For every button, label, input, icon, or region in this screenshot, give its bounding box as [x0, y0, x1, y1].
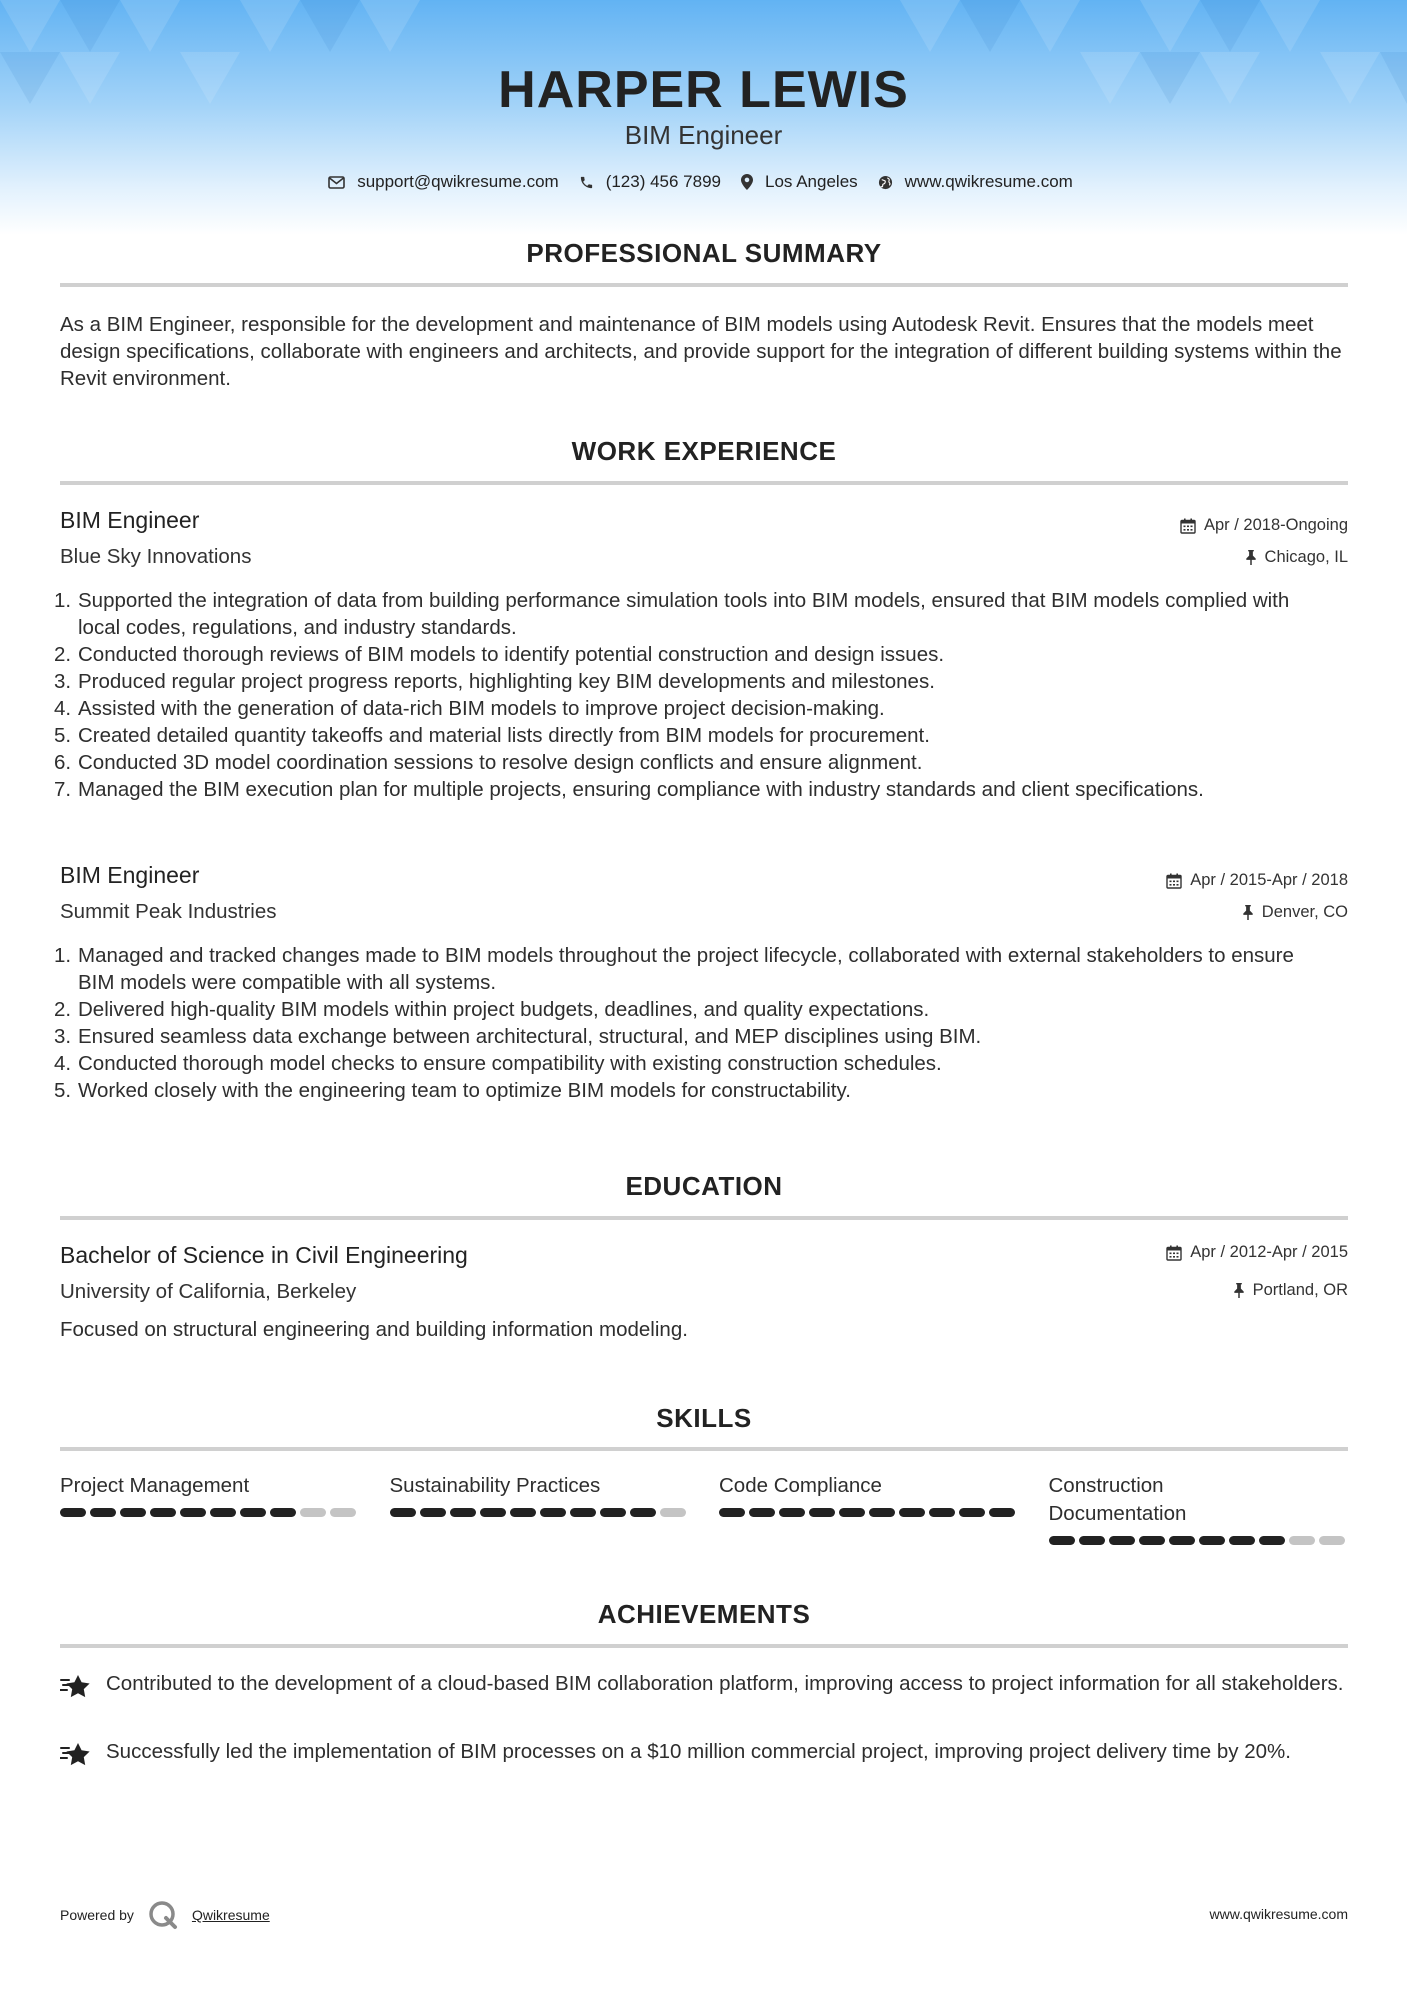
skill-segment-empty [1319, 1536, 1345, 1545]
skill-segment-filled [480, 1508, 506, 1517]
job-title: BIM Engineer [60, 507, 200, 533]
map-pin-icon [741, 174, 753, 190]
contact-bar [0, 172, 1407, 192]
summary-heading: PROFESSIONAL SUMMARY [526, 238, 882, 268]
skill-segment-filled [869, 1508, 895, 1517]
skill-segment-filled [1199, 1536, 1225, 1545]
list-item: Created detailed quantity takeoffs and material lists directly from BIM models for procurement. [78, 724, 930, 747]
list-item: Conducted thorough reviews of BIM models to identify potential construction and design issues. [78, 643, 945, 666]
list-item: Conducted 3D model coordination sessions to resolve design conflicts and ensure alignment. [78, 751, 923, 774]
email-text: support@qwikresume.com [357, 172, 559, 191]
education-heading: EDUCATION [625, 1171, 783, 1201]
envelope-icon [328, 176, 345, 189]
skill-segment-filled [540, 1508, 566, 1517]
skill-segment-filled [1109, 1536, 1135, 1545]
skill-name: Sustainability Practices [389, 1474, 601, 1497]
list-item: Delivered high-quality BIM models within project budgets, deadlines, and quality expectations. [78, 998, 930, 1021]
header-banner [0, 0, 1407, 235]
pushpin-icon [1233, 1283, 1245, 1298]
school-name: University of California, Berkeley [60, 1280, 357, 1303]
skill-segment-filled [1229, 1536, 1255, 1545]
education-divider [60, 1216, 1348, 1220]
skill-segment-filled [120, 1508, 146, 1517]
qwikresume-logo-icon [148, 1900, 178, 1930]
experience-heading: WORK EXPERIENCE [571, 436, 837, 466]
summary-divider [60, 283, 1348, 287]
skill-segment-filled [420, 1508, 446, 1517]
education-location [1233, 1281, 1348, 1300]
skill-segment-filled [779, 1508, 805, 1517]
star-icon [60, 1738, 94, 1773]
skill-segment-filled [600, 1508, 626, 1517]
powered-by-label: Powered by [60, 1907, 134, 1923]
education-location-text: Portland, OR [1252, 1281, 1348, 1299]
experience-divider [60, 481, 1348, 485]
achievement-text: Successfully led the implementation of BIM processes on a $10 million commercial project, improving project delivery time by 20%. [106, 1740, 1291, 1763]
skill-segment-filled [959, 1508, 985, 1517]
globe-icon [878, 175, 893, 190]
skill-segment-empty [1289, 1536, 1315, 1545]
skill-level-bar [390, 1508, 690, 1517]
achievement-item [60, 1738, 1348, 1773]
skill-segment-filled [630, 1508, 656, 1517]
location-text: Los Angeles [765, 172, 858, 191]
job-dates-text: Apr / 2015-Apr / 2018 [1190, 871, 1348, 889]
degree-title: Bachelor of Science in Civil Engineering [60, 1242, 468, 1268]
skill-segment-filled [450, 1508, 476, 1517]
skill-segment-empty [330, 1508, 356, 1517]
job-dates [1166, 871, 1348, 890]
job-location-text: Denver, CO [1261, 903, 1348, 921]
job-location [1242, 903, 1348, 922]
list-item: Supported the integration of data from building performance simulation tools into BIM models, ensured that BIM models complied with local codes, regulations, and industry standards. [78, 589, 1290, 639]
skill-segment-filled [929, 1508, 955, 1517]
skill-level-bar [719, 1508, 1019, 1517]
skill-segment-filled [270, 1508, 296, 1517]
footer-powered-by [60, 1900, 270, 1930]
skill-segment-filled [180, 1508, 206, 1517]
star-icon [60, 1670, 94, 1705]
job-location [1245, 548, 1348, 567]
job-dates [1180, 516, 1348, 535]
phone-icon [579, 175, 594, 190]
skill-item [60, 1472, 360, 1545]
skill-item [390, 1472, 690, 1545]
skill-item [1049, 1472, 1349, 1545]
skill-level-bar [60, 1508, 360, 1517]
skill-segment-empty [300, 1508, 326, 1517]
skill-segment-filled [1169, 1536, 1195, 1545]
contact-location [741, 172, 858, 192]
calendar-icon [1166, 1245, 1182, 1261]
list-item: Ensured seamless data exchange between architectural, structural, and MEP disciplines using BIM. [78, 1025, 982, 1048]
phone-text: (123) 456 7899 [605, 172, 722, 191]
list-item: Produced regular project progress reports, highlighting key BIM developments and milestones. [78, 670, 935, 693]
job-dates-text: Apr / 2018-Ongoing [1203, 516, 1348, 534]
list-item: Conducted thorough model checks to ensure compatibility with existing construction schedules. [78, 1052, 942, 1075]
skill-segment-filled [1139, 1536, 1165, 1545]
list-item: Managed and tracked changes made to BIM models throughout the project lifecycle, collaborated with external stakeholders to ensure BIM models were compatible with all systems. [78, 944, 1294, 994]
calendar-icon [1180, 518, 1196, 534]
candidate-title: BIM Engineer [624, 120, 783, 150]
skill-segment-filled [390, 1508, 416, 1517]
skill-segment-filled [150, 1508, 176, 1517]
skill-segment-filled [510, 1508, 536, 1517]
list-item: Managed the BIM execution plan for multiple projects, ensuring compliance with industry standards and client specifications. [78, 778, 1204, 801]
skill-segment-filled [90, 1508, 116, 1517]
skill-segment-filled [809, 1508, 835, 1517]
skill-segment-filled [719, 1508, 745, 1517]
job-title: BIM Engineer [60, 862, 200, 888]
contact-email[interactable] [328, 172, 559, 192]
skill-segment-filled [989, 1508, 1015, 1517]
skill-segment-filled [1079, 1536, 1105, 1545]
skill-segment-filled [1259, 1536, 1285, 1545]
skill-segment-filled [240, 1508, 266, 1517]
company-name: Summit Peak Industries [60, 900, 277, 923]
pushpin-icon [1245, 550, 1257, 565]
skills-heading: SKILLS [656, 1403, 752, 1433]
education-dates-text: Apr / 2012-Apr / 2015 [1190, 1243, 1348, 1261]
skill-name: Construction Documentation [1048, 1474, 1187, 1525]
skills-grid [60, 1472, 1348, 1545]
list-item: Worked closely with the engineering team to optimize BIM models for constructability. [78, 1079, 851, 1102]
education-description: Focused on structural engineering and building information modeling. [60, 1318, 688, 1341]
website-text: www.qwikresume.com [904, 172, 1073, 191]
company-name: Blue Sky Innovations [60, 545, 252, 568]
contact-website[interactable] [878, 172, 1073, 192]
candidate-name: HARPER LEWIS [498, 61, 909, 119]
skill-segment-empty [660, 1508, 686, 1517]
skill-segment-filled [210, 1508, 236, 1517]
achievement-text: Contributed to the development of a cloud-based BIM collaboration platform, improving access to project information for all stakeholders. [106, 1672, 1344, 1695]
skill-name: Project Management [60, 1474, 250, 1497]
achievements-divider [60, 1644, 1348, 1648]
skill-segment-filled [839, 1508, 865, 1517]
summary-text: As a BIM Engineer, responsible for the development and maintenance of BIM models using Autodesk Revit. Ensures that the models meet design specifications, collaborate with engineers and architects, and provide support for the integration of different building systems within the Revit environment. [60, 313, 1342, 390]
job-duties-list [60, 587, 1310, 803]
qwikresume-link[interactable]: Qwikresume [191, 1907, 270, 1923]
skills-divider [60, 1447, 1348, 1451]
skill-level-bar [1049, 1536, 1349, 1545]
skill-item [719, 1472, 1019, 1545]
skill-segment-filled [1049, 1536, 1075, 1545]
job-duties-list [60, 942, 1310, 1104]
pushpin-icon [1242, 905, 1254, 920]
contact-phone[interactable] [579, 172, 721, 192]
skill-segment-filled [749, 1508, 775, 1517]
skill-name: Code Compliance [719, 1474, 882, 1497]
achievement-item [60, 1670, 1348, 1705]
education-dates [1166, 1243, 1348, 1262]
skill-segment-filled [60, 1508, 86, 1517]
achievements-heading: ACHIEVEMENTS [597, 1599, 811, 1629]
skill-segment-filled [899, 1508, 925, 1517]
list-item: Assisted with the generation of data-rich BIM models to improve project decision-making. [78, 697, 885, 720]
calendar-icon [1166, 873, 1182, 889]
job-location-text: Chicago, IL [1264, 548, 1348, 566]
skill-segment-filled [570, 1508, 596, 1517]
footer-website[interactable]: www.qwikresume.com [1209, 1906, 1348, 1922]
